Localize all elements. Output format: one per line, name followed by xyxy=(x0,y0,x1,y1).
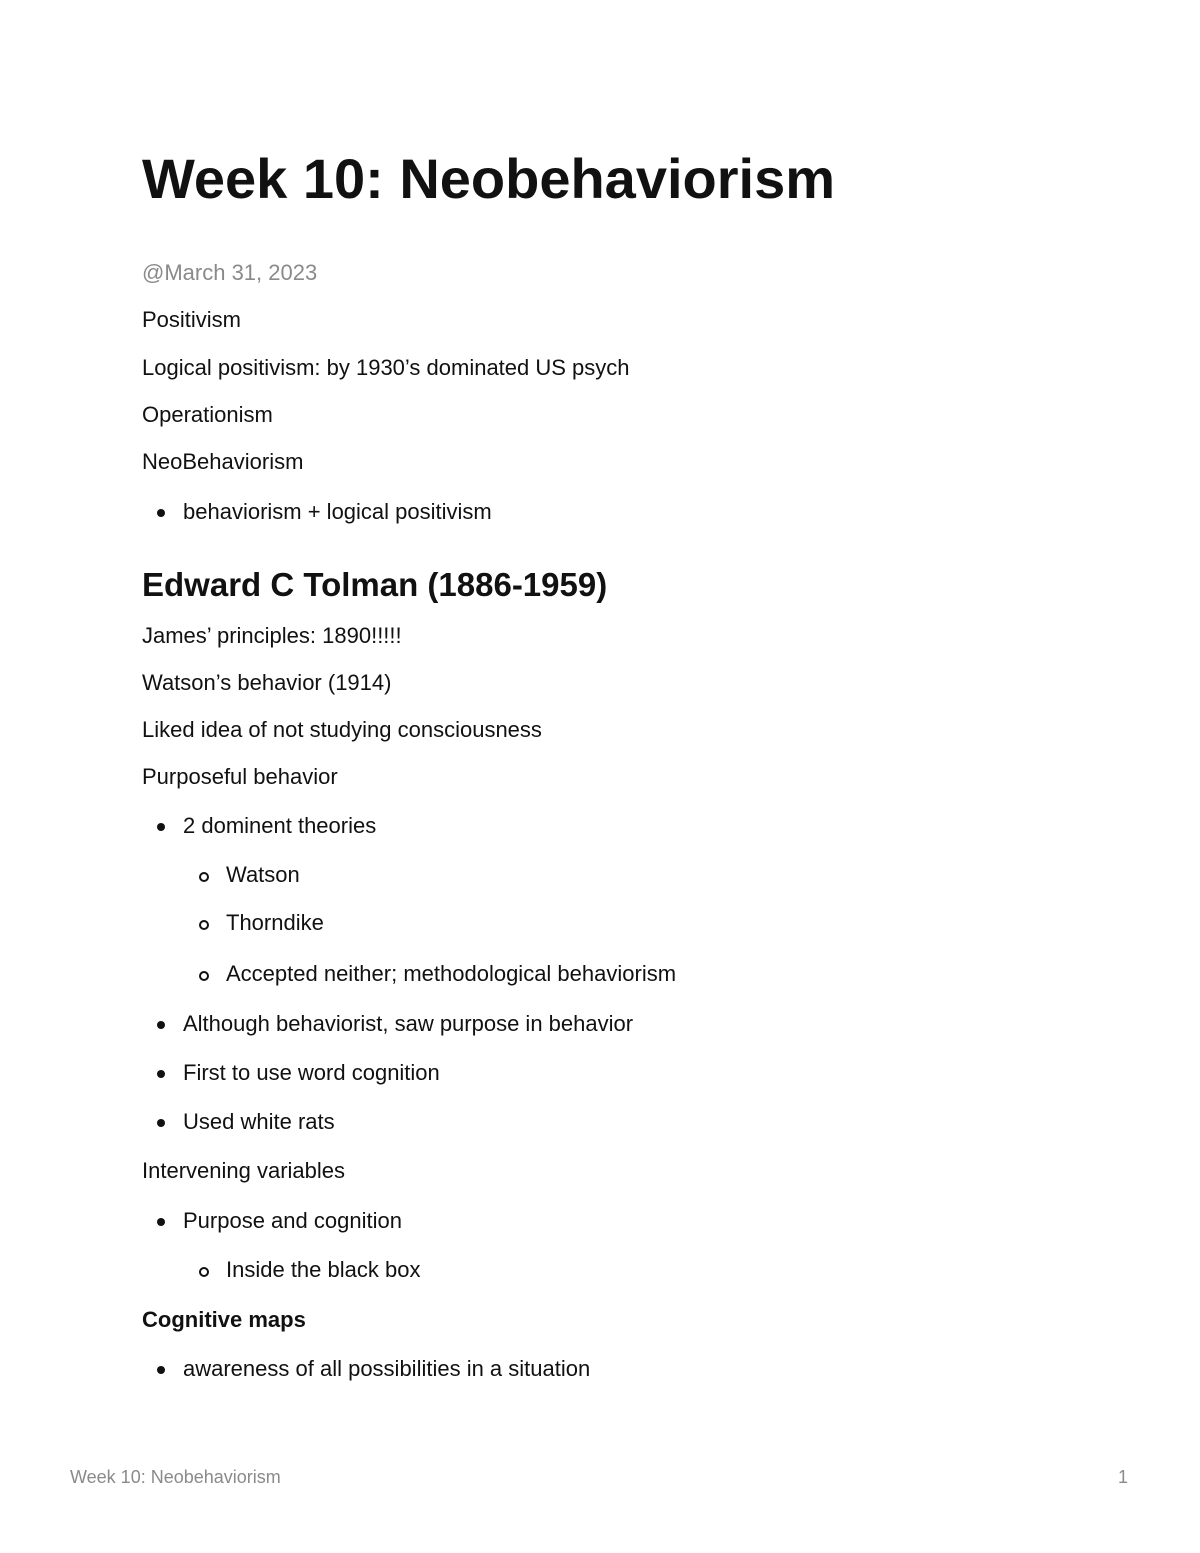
list-item xyxy=(226,910,324,936)
text-consciousness: Liked idea of not studying consciousness xyxy=(142,717,542,742)
bullet-icon xyxy=(157,823,165,831)
text-intervening-variables: Intervening variables xyxy=(142,1158,346,1183)
list-item-text: Used white rats xyxy=(183,1109,335,1134)
list-item xyxy=(226,1257,420,1283)
bullet-icon xyxy=(157,1021,165,1029)
text-purposeful-behavior: Purposeful behavior xyxy=(142,764,338,789)
list-item-text: Watson xyxy=(226,862,300,887)
bullet-icon xyxy=(157,1070,165,1078)
list-item-text: Although behaviorist, saw purpose in behavior xyxy=(183,1011,634,1036)
list-item-text: Accepted neither; methodological behaviorism xyxy=(226,961,677,986)
list-item-text: First to use word cognition xyxy=(183,1060,440,1085)
list-item xyxy=(183,1356,590,1382)
list-item xyxy=(183,499,492,525)
bullet-icon xyxy=(157,1366,165,1374)
list-item-text: behaviorism + logical positivism xyxy=(183,499,492,524)
text-positivism: Positivism xyxy=(142,307,242,332)
list-item-text: awareness of all possibilities in a situation xyxy=(183,1356,591,1381)
hollow-bullet-icon xyxy=(199,872,209,882)
footer-title: Week 10: Neobehaviorism xyxy=(70,1467,281,1487)
list-item xyxy=(226,961,676,987)
list-item xyxy=(183,1208,402,1234)
bullet-icon xyxy=(157,1218,165,1226)
text-james-principles: James’ principles: 1890!!!!! xyxy=(142,623,402,648)
list-item xyxy=(183,1011,633,1037)
text-logical-positivism: Logical positivism: by 1930’s dominated US psych xyxy=(142,355,630,380)
footer-page-number: 1 xyxy=(1117,1467,1128,1487)
hollow-bullet-icon xyxy=(199,971,209,981)
bullet-icon xyxy=(157,509,165,517)
text-cognitive-maps: Cognitive maps xyxy=(142,1307,306,1332)
date-mention: @March 31, 2023 xyxy=(142,260,318,285)
list-item xyxy=(183,813,376,839)
list-item xyxy=(183,1109,335,1135)
list-item xyxy=(183,1060,440,1086)
list-item-text: Inside the black box xyxy=(226,1257,421,1282)
text-neobehaviorism: NeoBehaviorism xyxy=(142,449,304,474)
text-operationism: Operationism xyxy=(142,402,273,427)
text-watson-behavior: Watson’s behavior (1914) xyxy=(142,670,392,695)
list-item xyxy=(226,862,300,888)
bullet-icon xyxy=(157,1119,165,1127)
list-item-text: Thorndike xyxy=(226,910,324,935)
page-title: Week 10: Neobehaviorism xyxy=(142,147,836,210)
section-heading: Edward C Tolman (1886-1959) xyxy=(142,566,608,603)
list-item-text: 2 dominent theories xyxy=(183,813,377,838)
hollow-bullet-icon xyxy=(199,1267,209,1277)
hollow-bullet-icon xyxy=(199,920,209,930)
list-item-text: Purpose and cognition xyxy=(183,1208,402,1233)
